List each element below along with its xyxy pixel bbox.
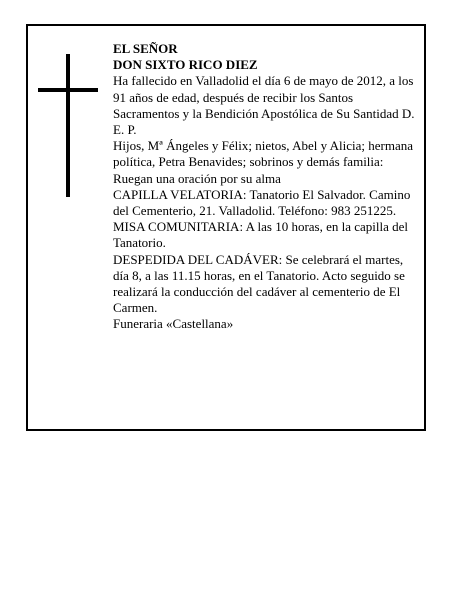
farewell-info: DESPEDIDA DEL CADÁVER: Se celebrará el martes, día 8, a las 11.15 horas, en el Tanatorio. Acto seguido se realizará la conducción del cadáver al cementerio de El Carmen. [113, 251, 405, 316]
family-list: Hijos, Mª Ángeles y Félix; nietos, Abel y Alicia; hermana política, Petra Benavides; sobrinos y demás familia: [113, 138, 414, 170]
prayer-request: Ruegan una oración por su alma [113, 170, 281, 186]
funeral-home: Funeraria «Castellana» [113, 316, 234, 332]
mass-info: MISA COMUNITARIA: A las 10 horas, en la capilla del Tanatorio. [113, 219, 409, 251]
funeral-chapel-info: CAPILLA VELATORIA: Tanatorio El Salvador. Camino del Cementerio, 21. Valladolid. Teléfono: 983 251225. [113, 186, 411, 219]
cross-icon [38, 54, 98, 197]
cross-horizontal-bar [38, 88, 98, 92]
cross-vertical-bar [66, 54, 70, 197]
notice-title: EL SEÑOR [113, 41, 178, 56]
deceased-name: DON SIXTO RICO DIEZ [113, 57, 258, 73]
notice-body [113, 41, 418, 333]
death-announcement: Ha fallecido en Valladolid el día 6 de mayo de 2012, a los 91 años de edad, después de recibir los Santos Sacramentos y la Bendición Apostólica de Su Santidad D. E. P. [113, 73, 415, 138]
